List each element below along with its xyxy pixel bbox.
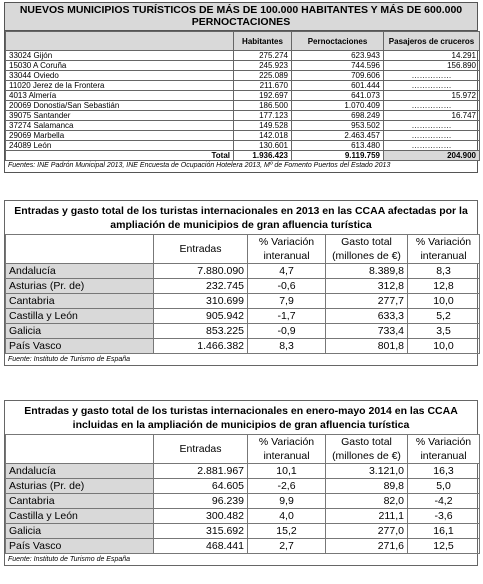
value-cell: -3,6 [408, 509, 480, 524]
table-row [6, 294, 480, 309]
header-cell: interanual [408, 449, 480, 464]
region-cell: 33044 Oviedo [6, 71, 234, 81]
header-cell: Entradas [154, 235, 248, 264]
value-cell: 277,7 [326, 294, 408, 309]
value-cell: 275.274 [234, 51, 292, 61]
entradas-2014-table [5, 434, 480, 554]
value-cell: 82,0 [326, 494, 408, 509]
region-cell: Cantabria [6, 494, 154, 509]
region-cell: 37274 Salamanca [6, 121, 234, 131]
header-cell: (millones de €) [326, 449, 408, 464]
region-cell: 4013 Almería [6, 91, 234, 101]
municipios-table-title: NUEVOS MUNICIPIOS TURÍSTICOS DE MÁS DE 100.000 HABITANTES Y MÁS DE 600.000 PERNOCTACIONES [5, 3, 477, 31]
value-cell: 2,7 [248, 539, 326, 554]
value-cell: 271,6 [326, 539, 408, 554]
value-cell: 14.291 [384, 51, 480, 61]
value-cell: 177.123 [234, 111, 292, 121]
value-cell: 1.466.382 [154, 339, 248, 354]
header-cell: Habitantes [234, 32, 292, 51]
value-cell: …………… [384, 121, 480, 131]
value-cell: 10,0 [408, 294, 480, 309]
value-cell: 15.972 [384, 91, 480, 101]
header-cell: % Variación [248, 435, 326, 450]
region-cell: 39075 Santander [6, 111, 234, 121]
value-cell: 312,8 [326, 279, 408, 294]
value-cell: 315.692 [154, 524, 248, 539]
value-cell: 186.500 [234, 101, 292, 111]
value-cell: 89,8 [326, 479, 408, 494]
municipios-source-note: Fuentes: INE Padrón Municipal 2013, INE Encuesta de Ocupación Hotelera 2013, Mº de Fomento Puertos del Estado 2013 [8, 162, 391, 169]
value-cell: 4,7 [248, 264, 326, 279]
table-row [6, 101, 480, 111]
entradas-2013-section [4, 200, 478, 366]
value-cell: 853.225 [154, 324, 248, 339]
value-cell: 3,5 [408, 324, 480, 339]
table-row [6, 51, 480, 61]
entradas-2013-title: Entradas y gasto total de los turistas internacionales en 2013 en las CCAA afectadas por la ampliación de municipios de gran afluencia turística [14, 205, 468, 231]
value-cell: 801,8 [326, 339, 408, 354]
region-cell: 11020 Jerez de la Frontera [6, 81, 234, 91]
table-row [6, 264, 480, 279]
table-row [6, 309, 480, 324]
value-cell: 310.699 [154, 294, 248, 309]
value-cell: 905.942 [154, 309, 248, 324]
table-row [6, 279, 480, 294]
region-cell: Asturias (Pr. de) [6, 279, 154, 294]
value-cell: 211,1 [326, 509, 408, 524]
value-cell: 64.605 [154, 479, 248, 494]
value-cell: 5,2 [408, 309, 480, 324]
header-cell: interanual [408, 249, 480, 264]
value-cell: 7,9 [248, 294, 326, 309]
value-cell: 623.943 [292, 51, 384, 61]
value-cell: 2.463.457 [292, 131, 384, 141]
value-cell: 8,3 [248, 339, 326, 354]
region-cell: Andalucía [6, 464, 154, 479]
value-cell: 16.747 [384, 111, 480, 121]
region-cell: 29069 Marbella [6, 131, 234, 141]
entradas-2014-header-row-1 [6, 435, 480, 450]
region-cell: Galicia [6, 324, 154, 339]
municipios-header-row [6, 32, 480, 51]
table-row [6, 539, 480, 554]
value-cell: 709.606 [292, 71, 384, 81]
region-cell: 33024 Gijón [6, 51, 234, 61]
entradas-2014-section [4, 400, 478, 566]
table-row [6, 131, 480, 141]
region-cell: Andalucía [6, 264, 154, 279]
value-cell: 245.923 [234, 61, 292, 71]
region-cell: Castilla y León [6, 309, 154, 324]
value-cell: 130.601 [234, 141, 292, 151]
value-cell: 3.121,0 [326, 464, 408, 479]
region-cell: 20069 Donostia/San Sebastián [6, 101, 234, 111]
table-row [6, 71, 480, 81]
value-cell: 953.502 [292, 121, 384, 131]
region-cell: 15030 A Coruña [6, 61, 234, 71]
value-cell: -1,7 [248, 309, 326, 324]
header-cell [6, 32, 234, 51]
total-habitantes: 1.936.423 [234, 151, 292, 161]
region-cell: País Vasco [6, 339, 154, 354]
table-row [6, 111, 480, 121]
value-cell: 211.670 [234, 81, 292, 91]
header-cell: Entradas [154, 435, 248, 464]
value-cell: 601.444 [292, 81, 384, 91]
header-cell [6, 435, 154, 464]
table-row [6, 339, 480, 354]
entradas-2014-source-note: Fuente: Instituto de Turismo de España [8, 556, 131, 563]
table-row [6, 141, 480, 151]
region-cell: Castilla y León [6, 509, 154, 524]
value-cell: 2.881.967 [154, 464, 248, 479]
value-cell: 1.070.409 [292, 101, 384, 111]
header-cell: % Variación [408, 435, 480, 450]
total-cruceros: 204.900 [384, 151, 480, 161]
value-cell: 16,3 [408, 464, 480, 479]
value-cell: …………… [384, 101, 480, 111]
entradas-2014-title: Entradas y gasto total de los turistas internacionales en enero-mayo 2014 en las CCAA incluidas en la ampliación de municipios de gran afluencia turística [24, 405, 458, 431]
region-cell: Asturias (Pr. de) [6, 479, 154, 494]
header-cell: Pernoctaciones [292, 32, 384, 51]
total-label: Total [6, 151, 234, 161]
municipios-total-row [6, 151, 480, 161]
value-cell: 15,2 [248, 524, 326, 539]
table-row [6, 494, 480, 509]
value-cell: 733,4 [326, 324, 408, 339]
value-cell: 277,0 [326, 524, 408, 539]
table-row [6, 324, 480, 339]
value-cell: 225.089 [234, 71, 292, 81]
entradas-2013-source-note: Fuente: Instituto de Turismo de España [8, 356, 131, 363]
value-cell: …………… [384, 81, 480, 91]
value-cell: 192.697 [234, 91, 292, 101]
value-cell: 149.528 [234, 121, 292, 131]
value-cell: …………… [384, 141, 480, 151]
region-cell: 24089 León [6, 141, 234, 151]
value-cell: 12,5 [408, 539, 480, 554]
value-cell: 8.389,8 [326, 264, 408, 279]
value-cell: …………… [384, 131, 480, 141]
value-cell: 142.018 [234, 131, 292, 141]
header-cell: Gasto total [326, 235, 408, 250]
value-cell: 10,1 [248, 464, 326, 479]
value-cell: -0,6 [248, 279, 326, 294]
header-cell: % Variación [248, 235, 326, 250]
value-cell: 7.880.090 [154, 264, 248, 279]
region-cell: País Vasco [6, 539, 154, 554]
value-cell: 4,0 [248, 509, 326, 524]
value-cell: -0,9 [248, 324, 326, 339]
entradas-2013-header-row-1 [6, 235, 480, 250]
municipios-table-section [4, 2, 478, 173]
value-cell: 744.596 [292, 61, 384, 71]
value-cell: -2,6 [248, 479, 326, 494]
entradas-2013-table [5, 234, 480, 354]
value-cell: 16,1 [408, 524, 480, 539]
region-cell: Galicia [6, 524, 154, 539]
value-cell: 633,3 [326, 309, 408, 324]
header-cell: (millones de €) [326, 249, 408, 264]
value-cell: 10,0 [408, 339, 480, 354]
table-row [6, 479, 480, 494]
table-row [6, 524, 480, 539]
total-pernoctaciones: 9.119.759 [292, 151, 384, 161]
value-cell: 5,0 [408, 479, 480, 494]
header-cell: Gasto total [326, 435, 408, 450]
table-row [6, 509, 480, 524]
value-cell: 12,8 [408, 279, 480, 294]
region-cell: Cantabria [6, 294, 154, 309]
header-cell [6, 235, 154, 264]
value-cell: 300.482 [154, 509, 248, 524]
municipios-table [5, 31, 480, 161]
header-cell: % Variación [408, 235, 480, 250]
value-cell: 468.441 [154, 539, 248, 554]
value-cell: …………… [384, 71, 480, 81]
value-cell: 9,9 [248, 494, 326, 509]
table-row [6, 61, 480, 71]
header-cell: interanual [248, 449, 326, 464]
table-row [6, 91, 480, 101]
value-cell: -4,2 [408, 494, 480, 509]
value-cell: 641.073 [292, 91, 384, 101]
table-row [6, 464, 480, 479]
value-cell: 8,3 [408, 264, 480, 279]
value-cell: 232.745 [154, 279, 248, 294]
value-cell: 156.890 [384, 61, 480, 71]
value-cell: 96.239 [154, 494, 248, 509]
header-cell: interanual [248, 249, 326, 264]
table-row [6, 81, 480, 91]
table-row [6, 121, 480, 131]
value-cell: 613.480 [292, 141, 384, 151]
header-cell: Pasajeros de cruceros [384, 32, 480, 51]
value-cell: 698.249 [292, 111, 384, 121]
